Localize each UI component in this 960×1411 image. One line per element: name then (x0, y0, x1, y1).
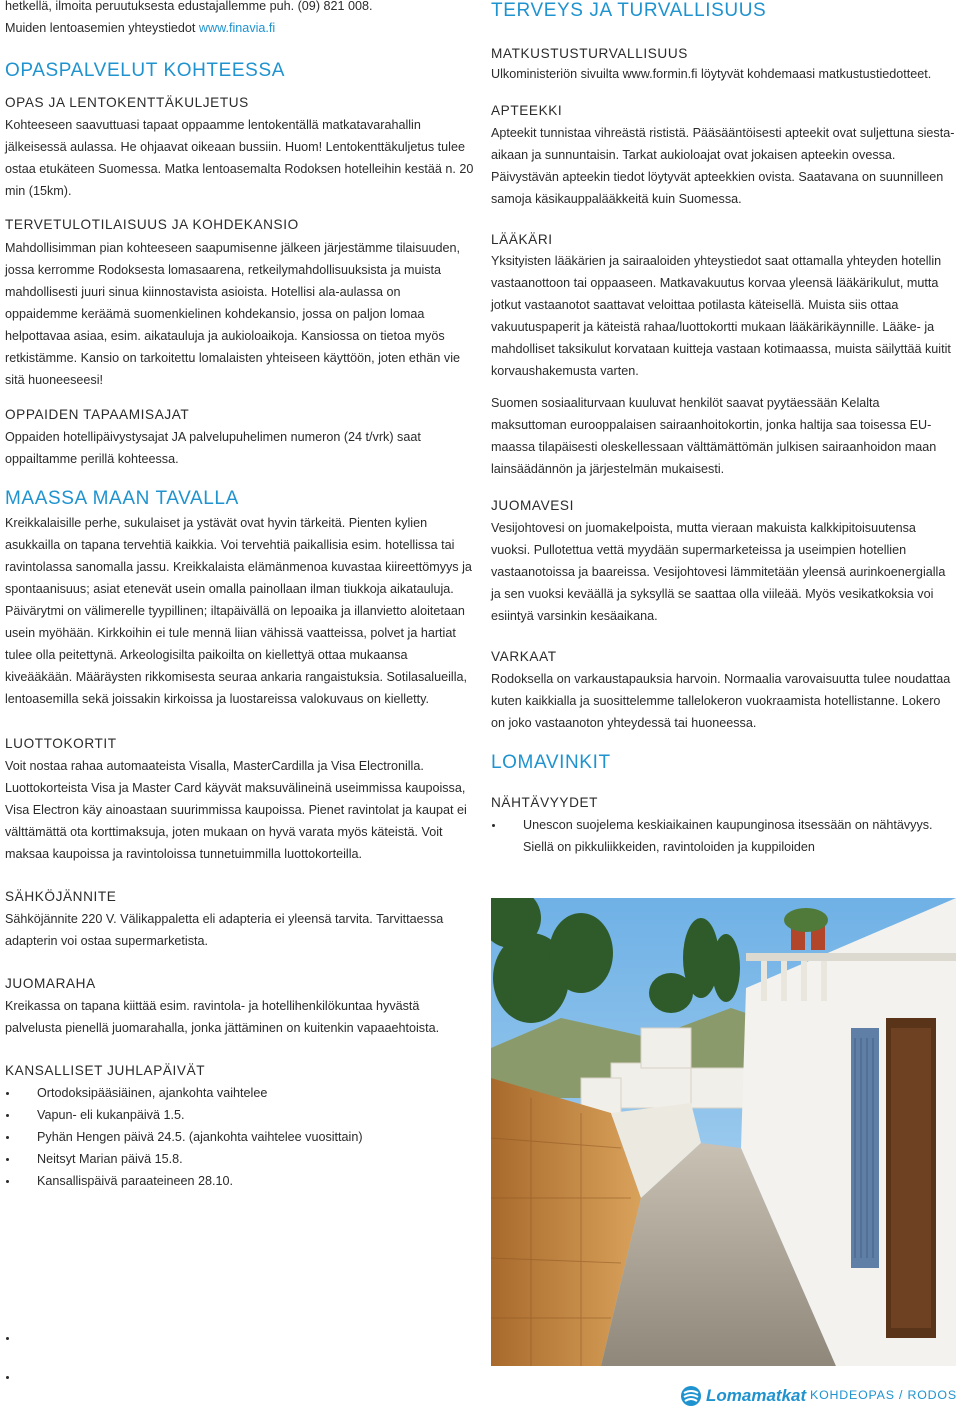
list-item: Neitsyt Marian päivä 15.8. (5, 1148, 475, 1170)
intro-line-1: hetkellä, ilmoita peruutuksesta edustajallemme puh. (09) 821 008. (5, 0, 373, 13)
list-item: Vapun- eli kukanpäivä 1.5. (5, 1104, 475, 1126)
opaspalvelut-heading: OPASPALVELUT KOHTEESSA (5, 60, 285, 81)
maassa-heading: MAASSA MAAN TAVALLA (5, 488, 239, 509)
luottokortit-text: Voit nostaa rahaa automaateista Visalla, MasterCardilla ja Visa Electronilla. Luottokorteista Visa ja Master Card käyvät maksuvälineinä useimmissa kaupoissa, Visa Electron käy ainoastaan suurimmissa kaupoissa. Pienet ravintolat ja kaupat ei välttämättä ota korttimaksuja, joten mukaan on hyvä varata myös käteistä. Voit maksaa kaupoissa ja ravintoloissa tunnetuimmilla luottokorteilla. (5, 759, 467, 861)
lindos-alley-photo (491, 898, 956, 1366)
intro-line-2 (5, 17, 475, 39)
sahko-text: Sähköjännite 220 V. Välikappaletta eli adapteria ei yleensä tarvita. Tarvittaessa adapterin voi ostaa supermarketista. (5, 912, 444, 948)
footer-label: KOHDEOPAS / RODOS (810, 1388, 957, 1402)
juhlapaivat-list (5, 1082, 475, 1192)
juomavesi-text: Vesijohtovesi on juomakelpoista, mutta vieraan makuista kalkkipitoisuutensa vuoksi. Pullotettua vettä myydään supermarketeissa ja useimpien hotellien vastaanotoissa ja baareissa. Vesijohtovesi lämmitetään yleensä aurinkoenergialla ja sen vuoksi keväällä ja syksyllä se saattaa olla viileää. Myös vesikatkoksia voi esiintyä varsinkin kesäaikana. (491, 521, 946, 623)
lomamatkat-logo-icon (680, 1385, 702, 1407)
sahko-heading: SÄHKÖJÄNNITE (5, 889, 117, 904)
lomamatkat-logo (680, 1384, 806, 1408)
nahtavyydet-heading: NÄHTÄVYYDET (491, 795, 599, 810)
list-item: Ortodoksipääsiäinen, ajankohta vaihtelee (5, 1082, 475, 1104)
laakari-heading: LÄÄKÄRI (491, 232, 553, 247)
intro-prefix: Muiden lentoasemien yhteystiedot (5, 21, 199, 35)
juomavesi-heading: JUOMAVESI (491, 498, 574, 513)
empty-bullet-2 (6, 1376, 9, 1379)
opas-text: Kohteeseen saavuttuasi tapaat oppaamme lentokentällä matkatavarahallin jälkeisessä aulassa. He ohjaavat oikeaan bussiin. Huom! Lentokenttäkuljetus tulee ostaa etukäteen Suomessa. Matka lentoasemalta Rodoksen hotelleihin kestää n. 20 min (15km). (5, 118, 474, 198)
empty-bullet-1 (6, 1337, 9, 1340)
juhlapaivat-heading: KANSALLISET JUHLAPÄIVÄT (5, 1063, 206, 1078)
lomavinkit-heading: LOMAVINKIT (491, 752, 611, 773)
maassa-text: Kreikkalaisille perhe, sukulaiset ja ystävät ovat hyvin tärkeitä. Pienten kylien asukkailla on tapana tervehtiä kaikkia. Voi tervehtiä paikallisia esim. hotellissa tai ravintolassa sanomalla jassu. Kreikkalaista elämänmenoa kuvastaa kiireettömyys ja spontaanisuus; asiat etenevät usein omalla painollaan ilman tiukkoja aikatauluja. Päivärytmi on välimerelle tyypillinen; iltapäivällä on lepoaika ja illanvietto aloitetaan usein myöhään. Kirkkoihin ei tule mennä liian vähissä vaatteissa, polvet ja hartiat tulee olla peitettynä. Arkeologisilta paikoilta on kiellettyä ottaa mukaansa kiveääkään. Määräysten rikkomisesta seuraa ankaria rangaistuksia. Sotilasalueilla, lentoasemilla sekä joissakin kirkoissa ja luostareissa valokuvaus on kielletty. (5, 516, 472, 706)
left-column (5, 0, 475, 1192)
opas-heading: OPAS JA LENTOKENTTÄKULJETUS (5, 95, 249, 110)
luottokortit-heading: LUOTTOKORTIT (5, 736, 117, 751)
tervetulo-heading: TERVETULOTILAISUUS JA KOHDEKANSIO (5, 217, 299, 232)
list-item: Kansallispäivä paraateineen 28.10. (5, 1170, 475, 1192)
laakari-text-2: Suomen sosiaaliturvaan kuuluvat henkilöt saavat pyytäessään Kelalta maksuttoman eurooppalaisen sairaanhoitokortin, jonka haltija saa toisessa EU-maassa tilapäisesti oleskellessaan välttämättömän julkisen sairaanhoidon maan lainsäädännön ja järjestelmän mukaisesti. (491, 396, 937, 476)
list-item: Pyhän Hengen päivä 24.5. (ajankohta vaihtelee vuosittain) (5, 1126, 475, 1148)
matkustus-heading: MATKUSTUSTURVALLISUUS (491, 46, 688, 61)
apteekki-heading: APTEEKKI (491, 103, 563, 118)
lomamatkat-logo-text: Lomamatkat (706, 1386, 807, 1405)
finavia-link[interactable]: www.finavia.fi (198, 21, 276, 35)
right-column (491, 0, 956, 858)
laakari-text-1: Yksityisten lääkärien ja sairaaloiden yhteystiedot saat ottamalla yhteyden hotellin vastaanottoon tai oppaaseen. Matkavakuutus korvaa yleensä lääkärikulut, mutta jotkut vastaanotot saattavat veloittaa potilasta käteisellä. Muista siis ottaa vakuutuspaperit ja käteistä rahaa/luottokortti mukaan lääkärikäynnille. Lääke- ja mahdolliset taksikulut korvataan kuitteja vastaan kotimaassa, muista säilyttää kuitit korvaushakemusta varten. (491, 254, 951, 378)
nahtavyydet-list (491, 814, 956, 858)
juomaraha-text: Kreikassa on tapana kiittää esim. ravintola- ja hotellihenkilökuntaa hyvästä palvelusta pienellä juomarahalla, jonka jättäminen on kuitenkin vapaaehtoista. (5, 999, 440, 1035)
varkaat-text: Rodoksella on varkaustapauksia harvoin. Normaalia varovaisuutta tulee noudattaa kuten kaikkialla ja suosittelemme tallelokeron vuokraamista hotellistanne. Lokero on joko vastaanoton yhteydessä tai huoneessa. (491, 672, 951, 730)
apteekki-text: Apteekit tunnistaa vihreästä rististä. Pääsääntöisesti apteekit ovat suljettuna siesta-aikaan ja sunnuntaisin. Tarkat aukioloajat ovat jokaisen apteekin ovessa. Päivystävän apteekin tiedot löytyvät apteekkien ovista. Saatavana on suunnilleen samoja käsikauppalääkkeitä kuin Suomessa. (491, 126, 955, 206)
juomaraha-heading: JUOMARAHA (5, 976, 96, 991)
list-item: Unescon suojelema keskiaikainen kaupunginosa itsessään on nähtävyys. Siellä on pikkuliikkeiden, ravintoloiden ja kuppiloiden (491, 814, 956, 858)
matkustus-text: Ulkoministeriön sivuilta www.formin.fi löytyvät kohdemaasi matkustustiedotteet. (491, 67, 932, 81)
oppaiden-heading: OPPAIDEN TAPAAMISAJAT (5, 407, 190, 422)
varkaat-heading: VARKAAT (491, 649, 557, 664)
oppaiden-text: Oppaiden hotellipäivystysajat JA palvelupuhelimen numeron (24 t/vrk) saat oppailtamme perillä kohteessa. (5, 430, 421, 466)
terveys-heading: TERVEYS JA TURVALLISUUS (491, 0, 767, 21)
tervetulo-text: Mahdollisimman pian kohteeseen saapumisenne jälkeen järjestämme tilaisuuden, jossa kerromme Rodoksesta lomasaarena, retkeilymahdollisuuksista ja muista mahdollisesti juuri sinua kiinnostavista asioista. Hotellisi ala-aulassa on oppaidemme keräämä suomenkielinen kohdekansio, jossa on paljon lomaa helpottavaa asiaa, esim. aikatauluja ja aukioloaikoja. Kansiossa on tietoa myös retkistämme. Kansio on tarkoitettu lomalaisten yhteiseen käyttöön, joten ethän vie sitä huoneeseesi! (5, 241, 461, 387)
